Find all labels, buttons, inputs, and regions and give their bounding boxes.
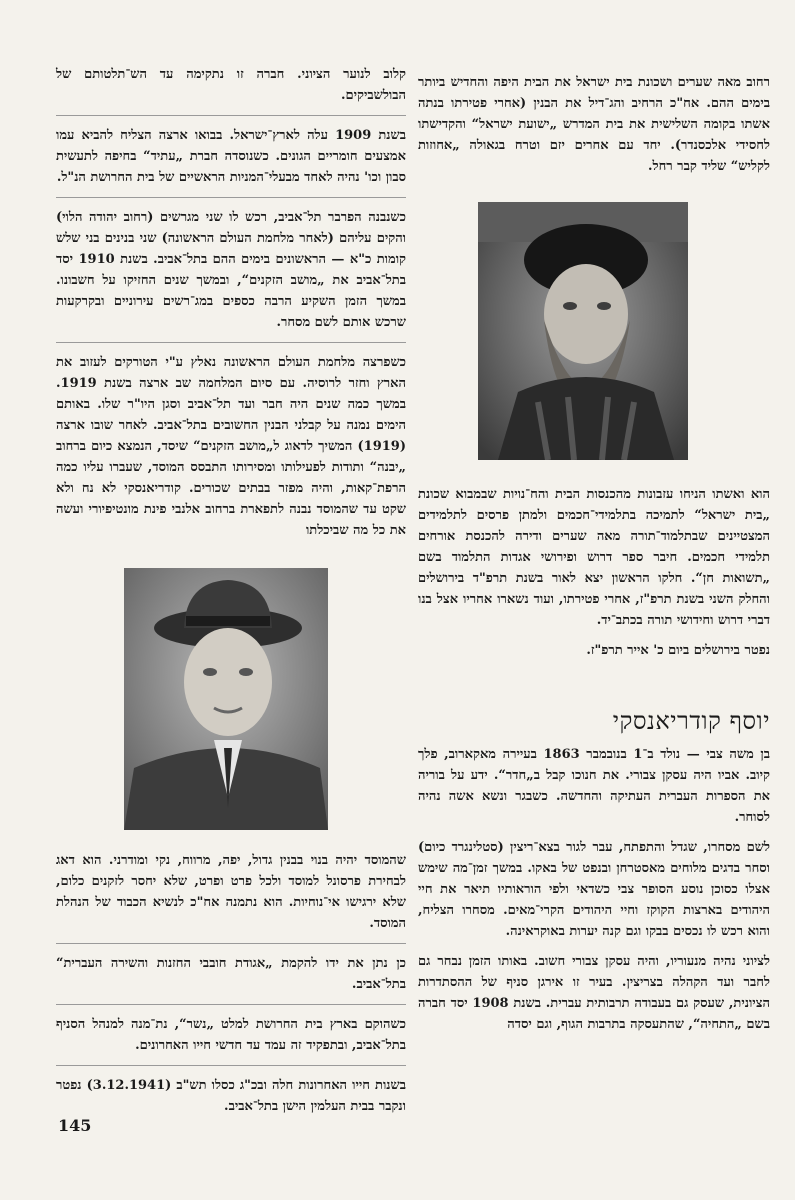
left-column-bottom <box>56 850 406 1126</box>
paragraph: בשנות חייו האחרונות חלה ובכ"ג כסלו תש"ב (3.12.1941) נפטר ונקבר בבית העלמין הישן בתל־אביב. <box>56 1078 406 1114</box>
paragraph: כשפרצה מלחמת העולם הראשונה נאלץ ע"י הטורקים לעזוב את הארץ וחזר לרוסיה. עם סיום המלחמה שב ארצה בשנת 1919. במשך כמה שנים היה חבר ועד תל־אביב וסגן היו"ר שלו. באותם הימים נמנה על קבלני הבנין החשובים בתל־אביב. לאחר שובו ארצה (1919) המשיך לדאוג ל„מושב הזקנים“ שיסד, הנמצא כיום ברחוב „יבנה“ ותודות לפעילותו ומסירותו התבסס המוסד, שעברו עליו כמה הרפת־קאות, והיה מפזר בבתים שכורים. קודריאנסקי לא נח ולא שקט עד שהמוסד נבנה לתפארת ברחוב אלנבי פינת מונטיפיורי ועשה את כל מה שביכלתו <box>56 355 406 538</box>
paragraph: רחוב מאה שערים ושכונת בית ישראל את הבית היפה והחדיש ביותר בימים ההם. אח"כ הרחיב והג־דיל את הבנין (אחרי פטירתו בנתה אשתו בקומה השלישית את בית המדרש „ישועת ישראל“ והקדישתו לחסידי אלכסנדר). יחד עם אחרים יזם וטרח בגאולה „אחוזות לקליש“ שליד קבר רחל. <box>418 75 770 174</box>
portrait-man-in-hat-image <box>124 568 328 830</box>
divider <box>56 1065 406 1066</box>
divider <box>56 342 406 343</box>
portrait-bearded-man-image <box>478 202 688 460</box>
right-column-middle <box>418 484 770 670</box>
page-number: 145 <box>58 1116 92 1135</box>
section-heading: יוסף קודריאנסקי <box>612 707 770 735</box>
paragraph: נפטר בירושלים ביום כ' אייר תרפ"ז. <box>586 643 770 658</box>
paragraph: בשנת 1909 עלה לארץ־ישראל. בבואו ארצה הצליח להביא עמו אמצעים חומריים הגונים. כשנוסדה חברת „עתיד“ בחיפה לתעשית סבון וכו' נהיה לאחד מבעלי־המניות הראשיים של בית החרושת הנ"ל. <box>56 128 407 185</box>
paragraph: כן נתן את ידו להקמת „אגודת חובבי החזנות והשירה העברית“ בתל־אביב. <box>56 956 406 992</box>
portrait-photo-bearded-man <box>478 202 688 460</box>
paragraph: כשנבנה הפרבר תל־אביב, רכש לו שני מגרשים (רחוב יהודה הלוי) והקים עליהם (לאחר מלחמת העולם הראשונה) שני בנינים בני שלש קומות כ"א — הראשונים בימים ההם בתל־אביב. בשנת 1910 יסד בתל־אביב את „מושב הזקנים“, ובמשך שנים החזיקו על חשבונו. במשך הזמן השקיע הרבה כספים במג־רשים עירוניים ובקרקעות שרכש אותם לשם מסחר. <box>56 210 406 330</box>
right-column-bottom <box>418 744 770 1044</box>
paragraph: שהמוסד יהיה בנוי בבנין גדול, יפה, מרווח, נקי ומודרני. הוא דאג לבחירת פרסונל למוסד ולכל פרט ופרט, שלא יחסר לזקנים כלום, שלא ירגישו אי־נוחיות. הוא נתמנה אח"כ לנשיא הכבוד של הנהלת המוסד. <box>56 853 406 931</box>
divider <box>56 197 406 198</box>
portrait-photo-man-in-hat <box>124 568 328 830</box>
paragraph: לציוני נהיה מנעוריו, והיה עסקן צבורי חשוב. באותו הזמן נבחר גם לחבר ועד הקהלה בצריצין. בעיר זו אירגן סניף של ההסתדרות הציונית, שעסק גם בעבודה תרבותית עברית. בשנת 1908 יסד חברה בשם „התחיה“, שהתעסקה בתרבות הגוף, וגם יסדה <box>418 954 770 1032</box>
paragraph: כשהוקם בארץ בית החרושת למלט „נשר“, נת־מנה למנהל הסניף בתל־אביב, ובתפקיד זה עמד עד חדשי חייו האחרונים. <box>56 1017 406 1053</box>
divider <box>56 943 406 944</box>
left-column-top <box>56 64 406 550</box>
right-column-top <box>418 72 770 186</box>
paragraph: הוא ואשתו הניחו עזבונות מהכנסות הבית והח־נויות שבמבוא שכונת „בית ישראל“ לתמיכה בתלמידי־חכמים ולמתן פרסים לתלמידים המצטיינים שבתלמוד־תורה מאה שערים ודירה להכנסת אורחים תלמידי חכמים. חיבר ספר דרוש ופירושי אגדות התלמוד בשם „תשואות חן“. חלקו הראשון יצא לאור בשנת תרפ"ד בירושלים והחלק השני בשנת תרפ"ז, אחרי פטירתו, ועוד נשארו אחריו אצל בנו דברי דרוש וחידושי תורה בכתב־יד. <box>418 487 770 628</box>
divider <box>56 115 406 116</box>
paragraph: קלוב לנוער הציוני. חברה זו נתקימה עד הש־תלטותם של הבולשביקים. <box>56 67 406 103</box>
divider <box>56 1004 406 1005</box>
paragraph: בן משה צבי — נולד ב־1 בנובמבר 1863 בעיירה מאקארוב, פלך קיוב. אביו היה עסקן צבורי. את חנוכו קבל ב„חדר“. ידע על בוריה את הספרות העברית העתיקה והחדשה. כשבגר ונשא אשה נהיה לסוחר. <box>418 747 770 825</box>
paragraph: לשם מסחרו, שגדל והתפתח, עבר לגור בצא־ריצין (סטלינגרד כיום) וסחר בדגים מלוחים מאסטרחן ובנפט של באקו. במשך זמן־מה שימש אצלו כסוכן נוסע הסופר צבי כשדאי ולפי הוראותיו תיאר את חיי היהודים בארצות הקוקז וחיי היהודים הקרי־מאים. מסחרו הצליח, והוא רכש לו נכסים בבקו וגם קנה יערות באוקראינה. <box>418 840 770 939</box>
